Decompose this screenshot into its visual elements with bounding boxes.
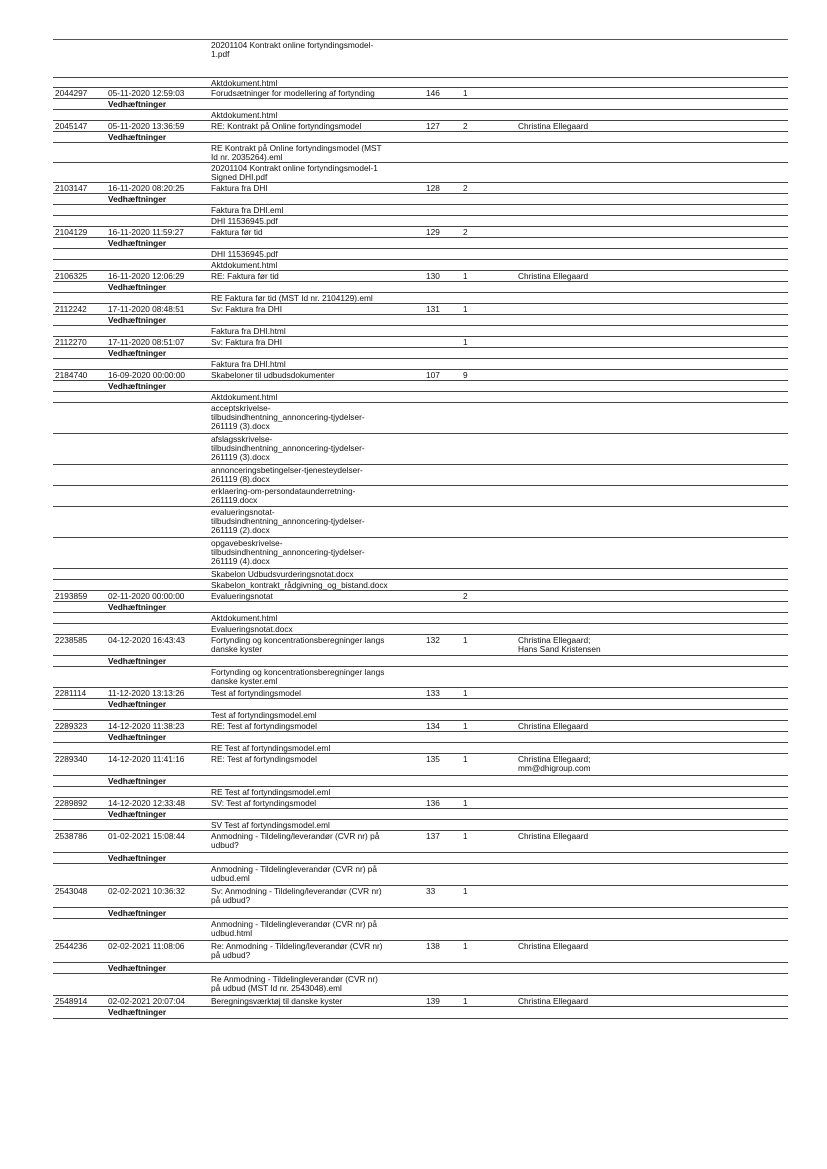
attachment-row [53, 143, 788, 163]
doc-count: 1 [463, 337, 468, 347]
document-row [53, 941, 788, 963]
attachment-filename: Test af fortyndingsmodel.eml [211, 710, 317, 720]
attachment-filename: Skabelon Udbudsvurderingsnotat.docx [211, 569, 354, 579]
attachments-label: Vedhæftninger [108, 238, 167, 248]
attachments-label: Vedhæftninger [108, 963, 167, 973]
doc-number: 136 [426, 798, 440, 808]
doc-number: 139 [426, 996, 440, 1006]
attachment-filename: evalueringsnotat- tilbudsindhentning_annoncering-tjydelser- 261119 (2).docx [211, 507, 365, 535]
attachment-filename: afslagsskrivelse- tilbudsindhentning_annoncering-tjydelser- 261119 (3).docx [211, 434, 365, 462]
doc-id: 2538786 [55, 831, 88, 841]
doc-number: 107 [426, 370, 440, 380]
attachment-row [53, 486, 788, 507]
document-row [53, 831, 788, 853]
doc-id: 2106325 [55, 271, 88, 281]
doc-date: 05-11-2020 13:36:59 [108, 121, 185, 131]
attachment-row [53, 820, 788, 831]
doc-number: 135 [426, 754, 440, 764]
document-row [53, 227, 788, 238]
attachments-label: Vedhæftninger [108, 282, 167, 292]
doc-recipients: Christina Ellegaard [518, 721, 589, 731]
doc-count: 9 [463, 370, 468, 380]
doc-count: 1 [463, 798, 468, 808]
attachment-row [53, 710, 788, 721]
doc-date: 17-11-2020 08:51:07 [108, 337, 185, 347]
doc-title: Re: Anmodning - Tildeling/leverandør (CVR nr) på udbud? [211, 941, 383, 960]
attachment-row [53, 78, 788, 88]
doc-count: 1 [463, 996, 468, 1006]
attachment-row [53, 359, 788, 370]
doc-date: 14-12-2020 11:41:16 [108, 754, 185, 764]
document-row [53, 591, 788, 602]
document-row [53, 370, 788, 381]
doc-date: 16-09-2020 00:00:00 [108, 370, 186, 380]
doc-id: 2193859 [55, 591, 88, 601]
doc-title: Sv: Faktura fra DHI [211, 337, 283, 347]
doc-title: Sv: Anmodning - Tildeling/leverandør (CVR nr) på udbud? [211, 886, 382, 905]
attachment-row [53, 205, 788, 216]
attachments-header-row [53, 238, 788, 249]
attachment-filename: RE Faktura før tid (MST Id nr. 2104129).eml [211, 293, 373, 303]
attachment-filename: DHI 11536945.pdf [211, 249, 278, 259]
attachment-filename: Aktdokument.html [211, 78, 278, 88]
attachment-filename: 20201104 Kontrakt online fortyndingsmodel-1 Signed DHI.pdf [211, 163, 378, 182]
doc-date: 16-11-2020 08:20:25 [108, 183, 185, 193]
doc-count: 2 [463, 227, 468, 237]
attachments-label: Vedhæftninger [108, 908, 167, 918]
attachment-filename: Re Anmodning - Tildelingleverandør (CVR nr) på udbud (MST Id nr. 2543048).eml [211, 974, 378, 993]
attachment-row [53, 403, 788, 434]
doc-title: Anmodning - Tildeling/leverandør (CVR nr) på udbud? [211, 831, 380, 850]
attachments-label: Vedhæftninger [108, 315, 167, 325]
doc-count: 1 [463, 635, 468, 645]
doc-id: 2289340 [55, 754, 88, 764]
attachment-filename: Aktdokument.html [211, 613, 278, 623]
document-row [53, 271, 788, 282]
attachments-header-row [53, 1007, 788, 1019]
attachment-row [53, 326, 788, 337]
attachment-filename: RE Test af fortyndingsmodel.eml [211, 743, 331, 753]
doc-title: RE: Test af fortyndingsmodel [211, 721, 317, 731]
document-row [53, 88, 788, 99]
doc-date: 14-12-2020 12:33:48 [108, 798, 186, 808]
doc-count: 1 [463, 941, 468, 951]
doc-title: RE: Faktura før tid [211, 271, 279, 281]
attachment-filename: RE Kontrakt på Online fortyndingsmodel (MST Id nr. 2035264).eml [211, 143, 382, 162]
attachment-row [53, 163, 788, 183]
attachment-row [53, 974, 788, 996]
doc-recipients: Christina Ellegaard; Hans Sand Kristensen [518, 635, 601, 654]
attachment-row [53, 507, 788, 538]
doc-recipients: Christina Ellegaard [518, 121, 589, 131]
attachments-header-row [53, 699, 788, 710]
attachments-label: Vedhæftninger [108, 699, 167, 709]
attachments-header-row [53, 315, 788, 326]
document-row [53, 121, 788, 132]
attachments-header-row [53, 809, 788, 820]
attachment-filename: Faktura fra DHI.html [211, 359, 286, 369]
doc-number: 129 [426, 227, 440, 237]
doc-number: 134 [426, 721, 440, 731]
doc-title: Faktura fra DHI [211, 183, 268, 193]
doc-id: 2104129 [55, 227, 88, 237]
doc-date: 16-11-2020 11:59:27 [108, 227, 184, 237]
attachments-label: Vedhæftninger [108, 194, 167, 204]
attachments-label: Vedhæftninger [108, 776, 167, 786]
attachment-row [53, 743, 788, 754]
doc-date: 01-02-2021 15:08:44 [108, 831, 186, 841]
attachment-filename: Faktura fra DHI.eml [211, 205, 284, 215]
attachments-label: Vedhæftninger [108, 132, 167, 142]
attachments-label: Vedhæftninger [108, 656, 167, 666]
doc-id: 2548914 [55, 996, 88, 1006]
doc-count: 1 [463, 886, 468, 896]
doc-id: 2543048 [55, 886, 88, 896]
attachment-filename: Evalueringsnotat.docx [211, 624, 293, 634]
doc-title: Forudsætninger for modellering af fortynding [211, 88, 375, 98]
document-row [53, 798, 788, 809]
document-row [53, 688, 788, 699]
doc-number: 131 [426, 304, 440, 314]
doc-recipients: Christina Ellegaard [518, 941, 589, 951]
attachments-header-row [53, 381, 788, 392]
attachment-row [53, 434, 788, 465]
doc-number: 130 [426, 271, 440, 281]
doc-date: 05-11-2020 12:59:03 [108, 88, 185, 98]
doc-date: 04-12-2020 16:43:43 [108, 635, 186, 645]
document-row [53, 635, 788, 656]
attachment-row [53, 580, 788, 591]
doc-id: 2044297 [55, 88, 88, 98]
doc-recipients: Christina Ellegaard [518, 996, 589, 1006]
doc-count: 1 [463, 88, 468, 98]
doc-id: 2112270 [55, 337, 87, 347]
attachment-filename: Aktdokument.html [211, 110, 278, 120]
doc-date: 16-11-2020 12:06:29 [108, 271, 185, 281]
doc-count: 1 [463, 831, 468, 841]
attachments-label: Vedhæftninger [108, 732, 167, 742]
doc-id: 2045147 [55, 121, 88, 131]
attachments-header-row [53, 282, 788, 293]
doc-number: 138 [426, 941, 440, 951]
attachment-filename: Aktdokument.html [211, 392, 278, 402]
attachments-header-row [53, 99, 788, 110]
attachments-label: Vedhæftninger [108, 809, 167, 819]
attachment-filename: Anmodning - Tildelingleverandør (CVR nr) på udbud.eml [211, 864, 378, 883]
doc-title: Fortynding og koncentrationsberegninger langs danske kyster [211, 635, 385, 654]
attachments-label: Vedhæftninger [108, 99, 167, 109]
doc-title: RE: Test af fortyndingsmodel [211, 754, 317, 764]
doc-count: 2 [463, 591, 468, 601]
doc-date: 17-11-2020 08:48:51 [108, 304, 185, 314]
document-row [53, 754, 788, 776]
doc-title: Sv: Faktura fra DHI [211, 304, 283, 314]
attachment-filename: Skabelon_kontrakt_rådgivning_og_bistand.docx [211, 580, 388, 590]
doc-id: 2184740 [55, 370, 88, 380]
attachments-label: Vedhæftninger [108, 1007, 167, 1017]
attachment-filename: acceptskrivelse- tilbudsindhentning_annoncering-tjydelser- 261119 (3).docx [211, 403, 365, 431]
doc-date: 02-02-2021 11:08:06 [108, 941, 185, 951]
doc-id: 2103147 [55, 183, 88, 193]
attachment-row [53, 40, 788, 78]
doc-title: Evalueringsnotat [211, 591, 273, 601]
doc-date: 02-02-2021 20:07:04 [108, 996, 186, 1006]
doc-id: 2281114 [55, 688, 87, 698]
doc-date: 14-12-2020 11:38:23 [108, 721, 185, 731]
doc-count: 1 [463, 304, 468, 314]
attachment-row [53, 864, 788, 886]
attachment-filename: erklaering-om-persondataunderretning- 261119.docx [211, 486, 356, 505]
document-table [53, 39, 788, 1019]
attachments-header-row [53, 602, 788, 613]
attachment-row [53, 110, 788, 121]
document-row [53, 337, 788, 348]
doc-id: 2289323 [55, 721, 88, 731]
attachments-header-row [53, 776, 788, 787]
attachment-filename: RE Test af fortyndingsmodel.eml [211, 787, 331, 797]
doc-title: RE: Kontrakt på Online fortyndingsmodel [211, 121, 362, 131]
doc-number: 128 [426, 183, 440, 193]
attachment-row [53, 392, 788, 403]
attachment-row [53, 667, 788, 688]
doc-title: Faktura før tid [211, 227, 263, 237]
document-row [53, 304, 788, 315]
attachment-row [53, 249, 788, 260]
doc-count: 1 [463, 688, 468, 698]
doc-count: 2 [463, 183, 468, 193]
doc-number: 137 [426, 831, 440, 841]
attachments-label: Vedhæftninger [108, 381, 167, 391]
doc-recipients: Christina Ellegaard; mm@dhigroup.com [518, 754, 591, 773]
attachments-header-row [53, 853, 788, 864]
doc-number: 127 [426, 121, 440, 131]
attachment-row [53, 293, 788, 304]
doc-title: Beregningsværktøj til danske kyster [211, 996, 343, 1006]
document-row [53, 721, 788, 732]
attachments-header-row [53, 194, 788, 205]
attachment-filename: annonceringsbetingelser-tjenesteydelser- 261119 (8).docx [211, 465, 363, 484]
attachments-header-row [53, 908, 788, 919]
document-row [53, 886, 788, 908]
attachment-filename: Faktura fra DHI.html [211, 326, 286, 336]
doc-number: 33 [426, 886, 436, 896]
doc-count: 1 [463, 754, 468, 764]
attachments-header-row [53, 348, 788, 359]
attachments-header-row [53, 132, 788, 143]
doc-title: Skabeloner til udbudsdokumenter [211, 370, 335, 380]
doc-id: 2544236 [55, 941, 88, 951]
attachment-filename: Aktdokument.html [211, 260, 278, 270]
attachment-row [53, 787, 788, 798]
doc-date: 02-02-2021 10:36:32 [108, 886, 186, 896]
doc-recipients: Christina Ellegaard [518, 271, 589, 281]
attachment-filename: SV Test af fortyndingsmodel.eml [211, 820, 330, 830]
doc-number: 146 [426, 88, 440, 98]
doc-title: SV: Test af fortyndingsmodel [211, 798, 317, 808]
attachments-header-row [53, 656, 788, 667]
doc-count: 1 [463, 271, 468, 281]
doc-count: 2 [463, 121, 468, 131]
attachment-row [53, 613, 788, 624]
attachment-filename: DHI 11536945.pdf [211, 216, 278, 226]
attachment-row [53, 919, 788, 941]
document-row [53, 183, 788, 194]
document-row [53, 996, 788, 1007]
attachments-label: Vedhæftninger [108, 348, 167, 358]
attachment-filename: 20201104 Kontrakt online fortyndingsmodel- 1.pdf [211, 40, 374, 59]
doc-title: Test af fortyndingsmodel [211, 688, 301, 698]
doc-id: 2238585 [55, 635, 88, 645]
attachment-row [53, 465, 788, 486]
attachment-filename: Anmodning - Tildelingleverandør (CVR nr) på udbud.html [211, 919, 378, 938]
attachments-header-row [53, 732, 788, 743]
attachment-row [53, 260, 788, 271]
doc-id: 2289892 [55, 798, 88, 808]
attachment-row [53, 569, 788, 580]
doc-count: 1 [463, 721, 468, 731]
attachment-row [53, 624, 788, 635]
doc-recipients: Christina Ellegaard [518, 831, 589, 841]
doc-number: 133 [426, 688, 440, 698]
doc-number: 132 [426, 635, 440, 645]
attachment-filename: Fortynding og koncentrationsberegninger langs danske kyster.eml [211, 667, 385, 686]
attachment-row [53, 538, 788, 569]
attachments-header-row [53, 963, 788, 974]
doc-date: 11-12-2020 13:13:26 [108, 688, 185, 698]
attachments-label: Vedhæftninger [108, 602, 167, 612]
doc-id: 2112242 [55, 304, 87, 314]
attachment-row [53, 216, 788, 227]
attachments-label: Vedhæftninger [108, 853, 167, 863]
doc-date: 02-11-2020 00:00:00 [108, 591, 185, 601]
attachment-filename: opgavebeskrivelse- tilbudsindhentning_annoncering-tjydelser- 261119 (4).docx [211, 538, 365, 566]
